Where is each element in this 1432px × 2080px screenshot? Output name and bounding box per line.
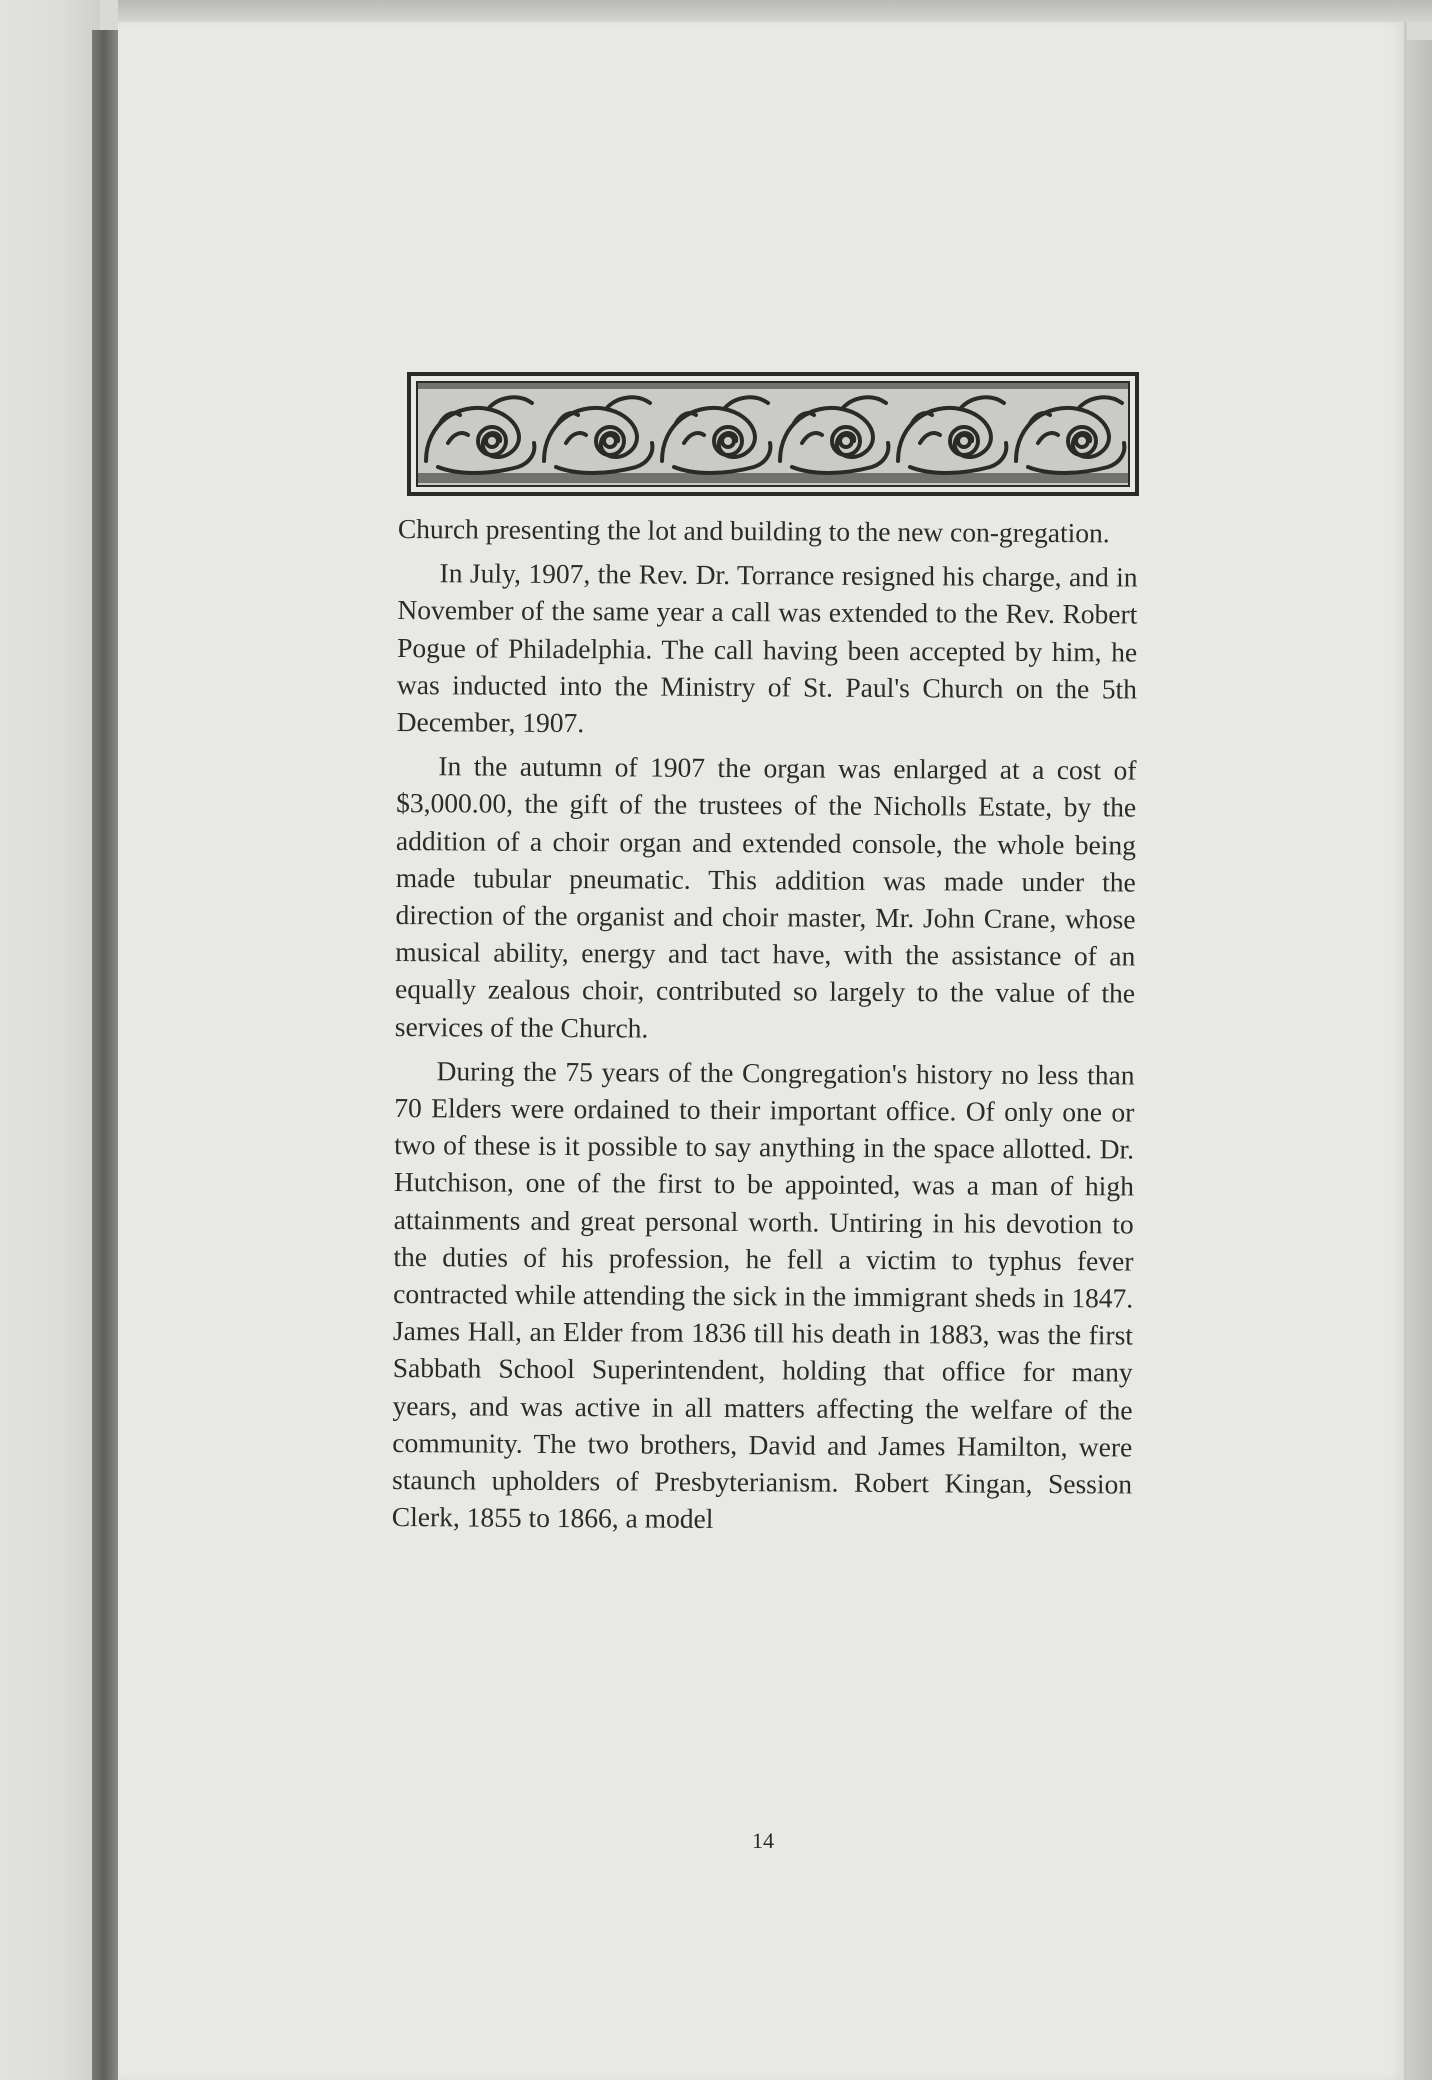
facing-page-edge <box>0 0 100 2080</box>
decorative-headpiece <box>407 372 1139 496</box>
book-page <box>118 22 1407 2080</box>
paragraph-organ-enlargement: In the autumn of 1907 the organ was enlarged at a cost of $3,000.00, the gift of the trustees of the Nicholls Estate, by the addition of a choir organ and extended console, the whole being made tubular pneumatic. This addition was made under the direction of the organist and choir master, Mr. John Crane, whose musical ability, energy and tact have, with the assistance of an equally zealous choir, contributed so largely to the value of the services of the Church. <box>394 750 1137 1044</box>
scrollwork-ornament-icon <box>416 381 1130 487</box>
page-fore-edge <box>1404 40 1432 2080</box>
page-number: 14 <box>752 1828 774 1853</box>
paragraph-continuation: Church presenting the lot and building to the new con-gregation. <box>397 512 1110 549</box>
paragraph-elders-history: During the 75 years of the Congregation's history no less than 70 Elders were ordained to their important office. Of only one or two of these is it possible to say anything in the space allotted. Dr. Hutchison, one of the first to be appointed, was a man of high attainments and great personal worth. Untiring in his devotion to the duties of his profession, he fell a victim to typhus fever contracted while attending the sick in the immigrant sheds in 1847. James Hall, an Elder from 1836 till his death in 1883, was the first Sabbath School Superintendent, holding that office for many years, and was active in all matters affecting the welfare of the community. The two brothers, David and James Hamilton, were staunch upholders of Presbyterianism. Robert Kingan, Session Clerk, 1855 to 1866, a model <box>391 1055 1135 1535</box>
book-top-edge <box>118 0 1432 22</box>
paragraph-torrance-resignation: In July, 1907, the Rev. Dr. Torrance resigned his charge, and in November of the same year a call was extended to the Rev. Robert Pogue of Philadelphia. The call having been accepted by him, he was inducted into the Ministry of St. Paul's Church on the 5th December, 1907. <box>396 557 1138 739</box>
book-gutter <box>92 30 118 2080</box>
body-text <box>392 510 1138 1540</box>
